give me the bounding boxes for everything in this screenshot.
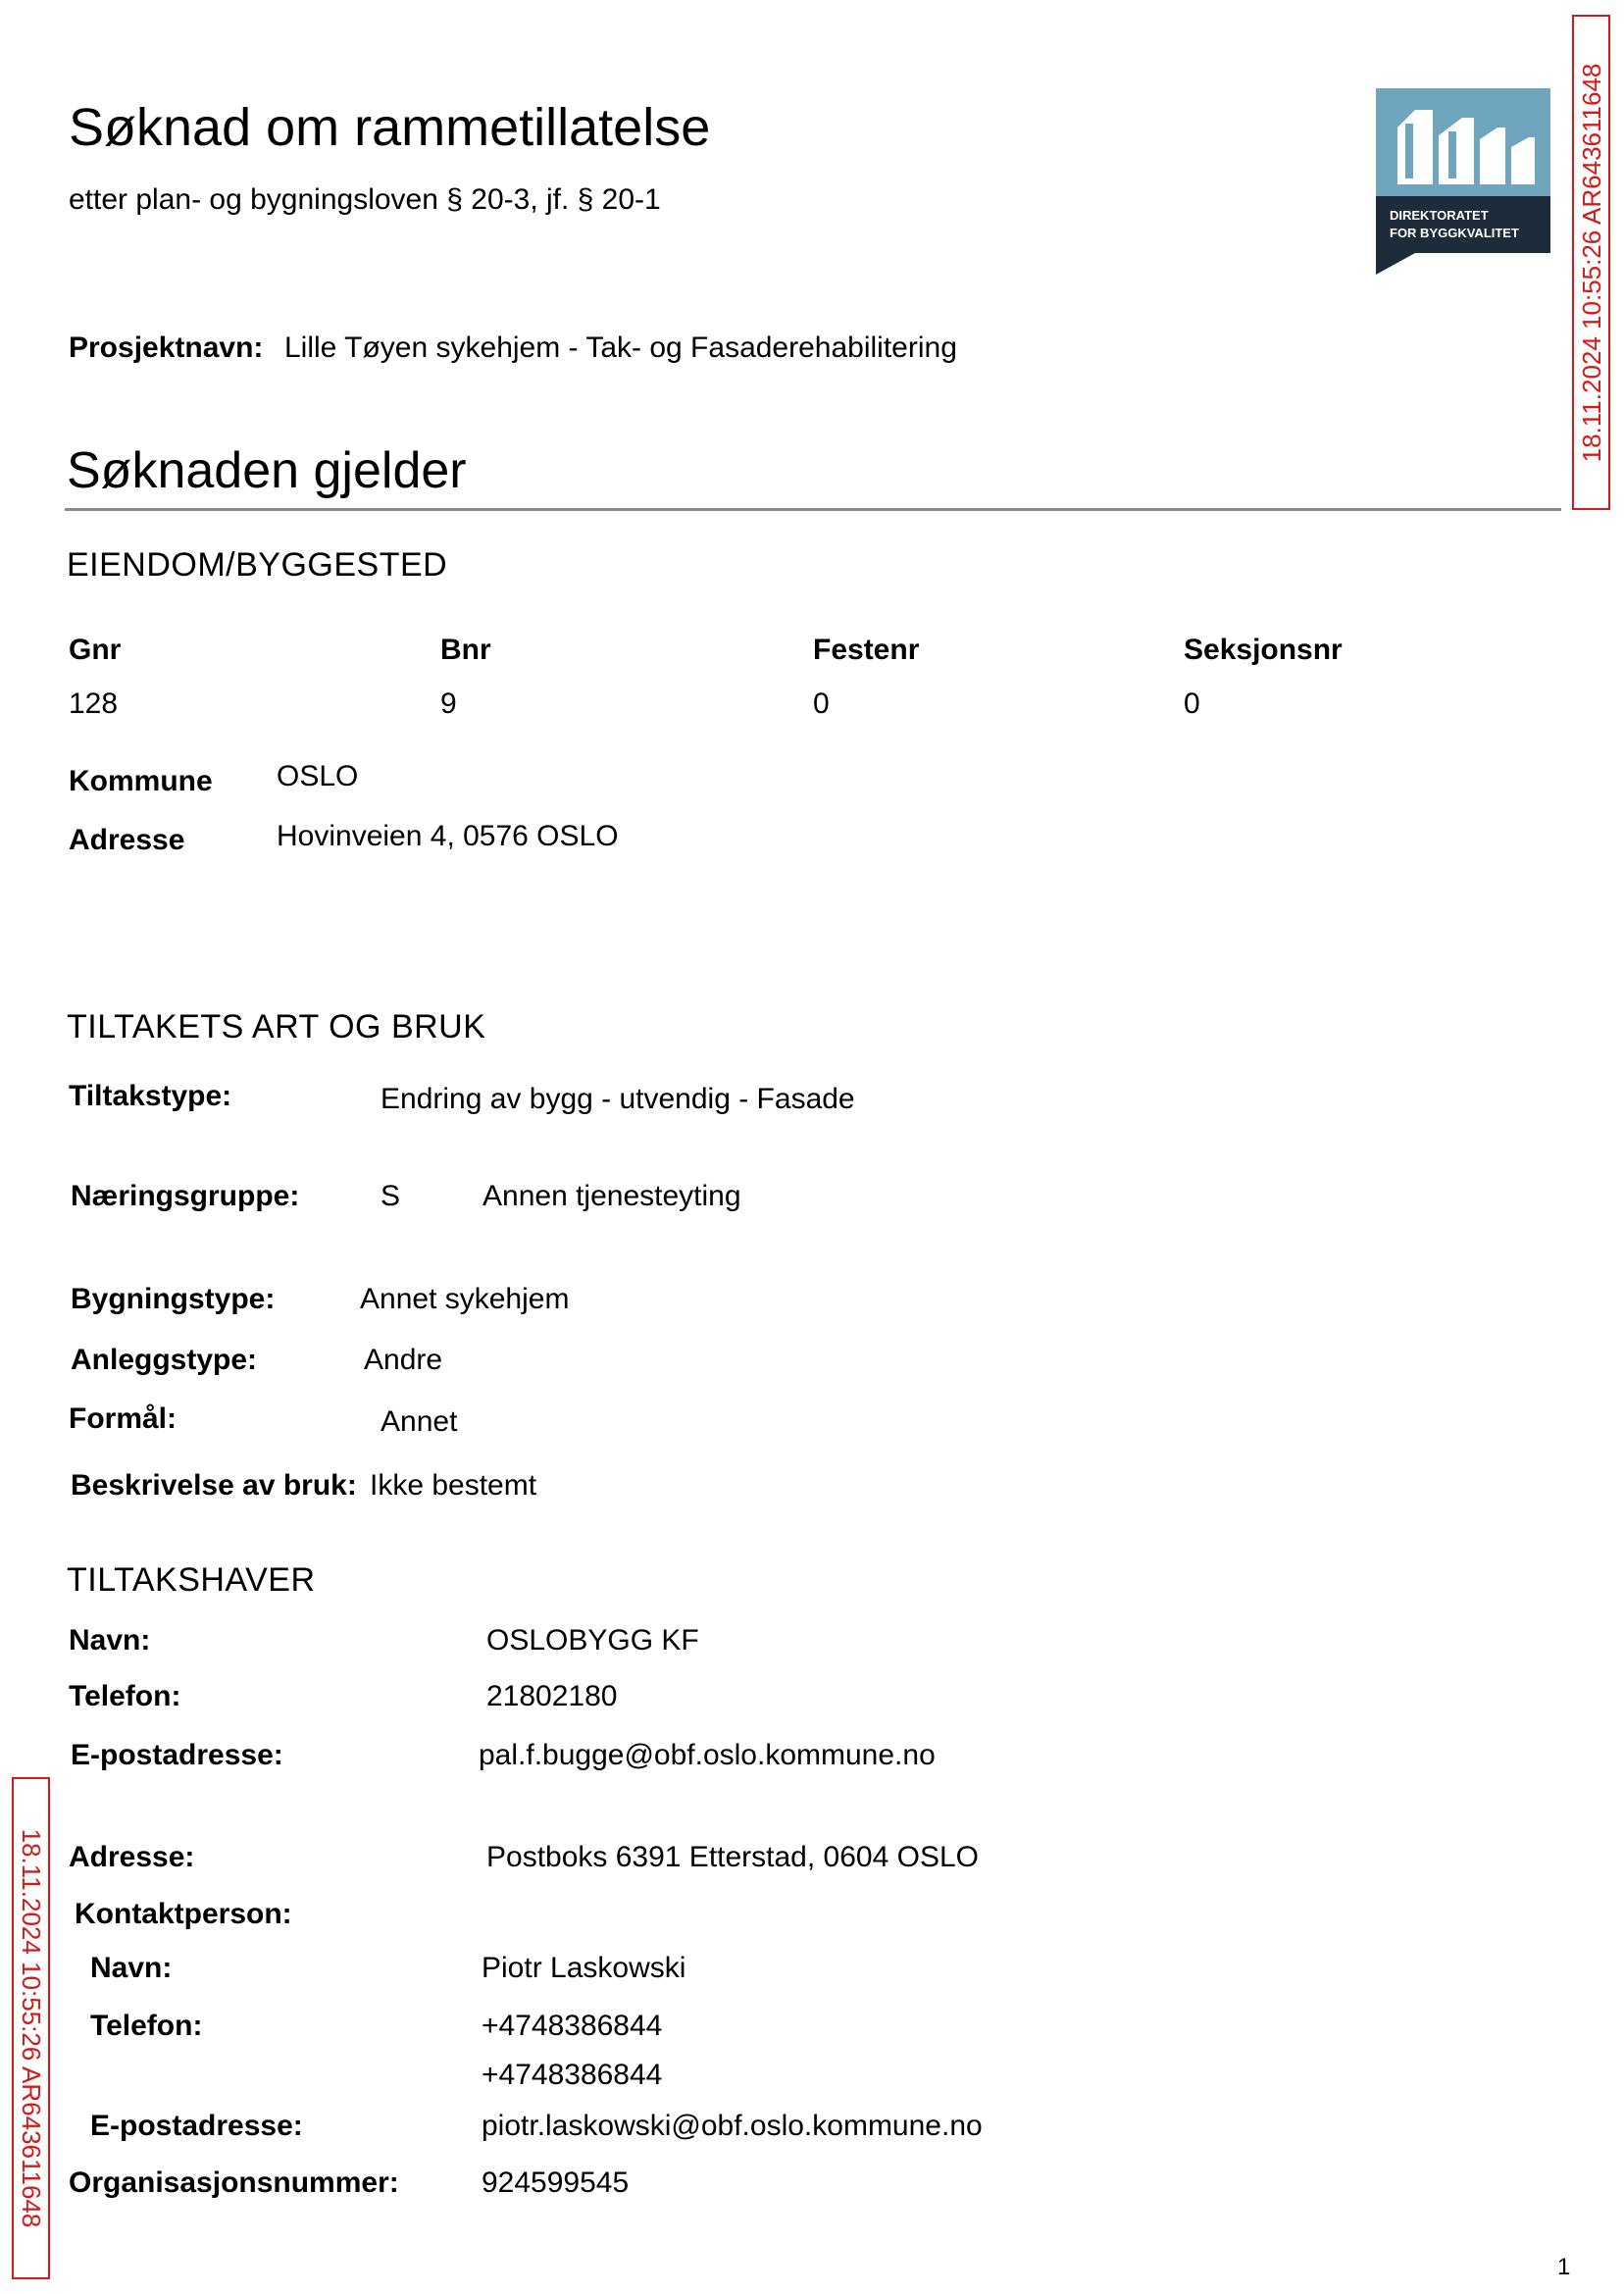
org-number-label: Organisasjonsnummer: [69, 2167, 399, 2199]
application-heading: Søknaden gjelder [67, 442, 467, 499]
address-value: Hovinveien 4, 0576 OSLO [277, 820, 619, 852]
document-subtitle: etter plan- og bygningsloven § 20-3, jf. § 20-1 [69, 183, 661, 216]
contact-phone-value-2: +4748386844 [482, 2059, 663, 2091]
dibk-logo-icon [1376, 88, 1550, 275]
document-title: Søknad om rammetillatelse [69, 98, 711, 157]
dibk-logo [1376, 88, 1550, 275]
bnr-value: 9 [440, 688, 457, 720]
contact-phone-value: +4748386844 [482, 2010, 663, 2042]
seksjonsnr-value: 0 [1184, 688, 1200, 720]
address-label: Adresse [69, 824, 185, 856]
owner-address-value: Postboks 6391 Etterstad, 0604 OSLO [486, 1841, 979, 1873]
contact-email-value: piotr.laskowski@obf.oslo.kommune.no [482, 2110, 983, 2142]
logo-line-2: FOR BYGGKVALITET [1390, 226, 1519, 240]
usage-label: Beskrivelse av bruk: [71, 1469, 357, 1502]
project-name-value: Lille Tøyen sykehjem - Tak- og Fasaderehabilitering [284, 331, 957, 364]
timestamp-stamp-right-text: 18.11.2024 10:55:26 AR643611648 [1576, 63, 1606, 462]
org-number-value: 924599545 [482, 2167, 630, 2199]
timestamp-stamp-left [12, 1777, 50, 2279]
purpose-value: Annet [381, 1405, 458, 1438]
owner-phone-label: Telefon: [69, 1680, 181, 1712]
contact-name-value: Piotr Laskowski [482, 1952, 686, 1984]
industry-code: S [381, 1180, 401, 1212]
logo-line-1: DIREKTORATET [1390, 208, 1489, 223]
owner-address-label: Adresse: [69, 1841, 195, 1873]
contact-name-label: Navn: [90, 1952, 173, 1984]
project-name-label: Prosjektnavn: [69, 331, 264, 364]
contact-email-label: E-postadresse: [90, 2110, 303, 2142]
usage-value: Ikke bestemt [370, 1469, 537, 1502]
timestamp-stamp-left-text: 18.11.2024 10:55:26 AR643611648 [16, 1828, 46, 2228]
gnr-label: Gnr [69, 634, 122, 666]
contact-person-label: Kontaktperson: [75, 1898, 292, 1930]
municipality-value: OSLO [277, 760, 359, 792]
festenr-label: Festenr [813, 634, 920, 666]
facility-type-label: Anleggstype: [71, 1344, 258, 1376]
heading-divider [65, 508, 1561, 511]
page-number: 1 [1557, 2254, 1571, 2280]
bnr-label: Bnr [440, 634, 491, 666]
timestamp-stamp-right [1572, 15, 1610, 510]
seksjonsnr-label: Seksjonsnr [1184, 634, 1343, 666]
property-section-title: EIENDOM/BYGGESTED [67, 546, 448, 584]
facility-type-value: Andre [364, 1344, 443, 1376]
purpose-label: Formål: [69, 1402, 178, 1435]
contact-phone-label: Telefon: [90, 2010, 203, 2042]
owner-email-label: E-postadresse: [71, 1739, 283, 1771]
municipality-label: Kommune [69, 765, 213, 797]
owner-name-value: OSLOBYGG KF [486, 1624, 699, 1657]
owner-name-label: Navn: [69, 1624, 151, 1657]
measure-type-value: Endring av bygg - utvendig - Fasade [381, 1083, 855, 1115]
measure-section-title: TILTAKETS ART OG BRUK [67, 1008, 486, 1045]
gnr-value: 128 [69, 688, 119, 720]
owner-phone-value: 21802180 [486, 1680, 618, 1712]
industry-value: Annen tjenesteyting [482, 1180, 741, 1212]
industry-label: Næringsgruppe: [71, 1180, 300, 1212]
owner-email-value: pal.f.bugge@obf.oslo.kommune.no [479, 1739, 936, 1771]
building-type-value: Annet sykehjem [360, 1283, 570, 1315]
festenr-value: 0 [813, 688, 830, 720]
building-type-label: Bygningstype: [71, 1283, 276, 1315]
owner-section-title: TILTAKSHAVER [67, 1561, 316, 1599]
measure-type-label: Tiltakstype: [69, 1080, 232, 1112]
